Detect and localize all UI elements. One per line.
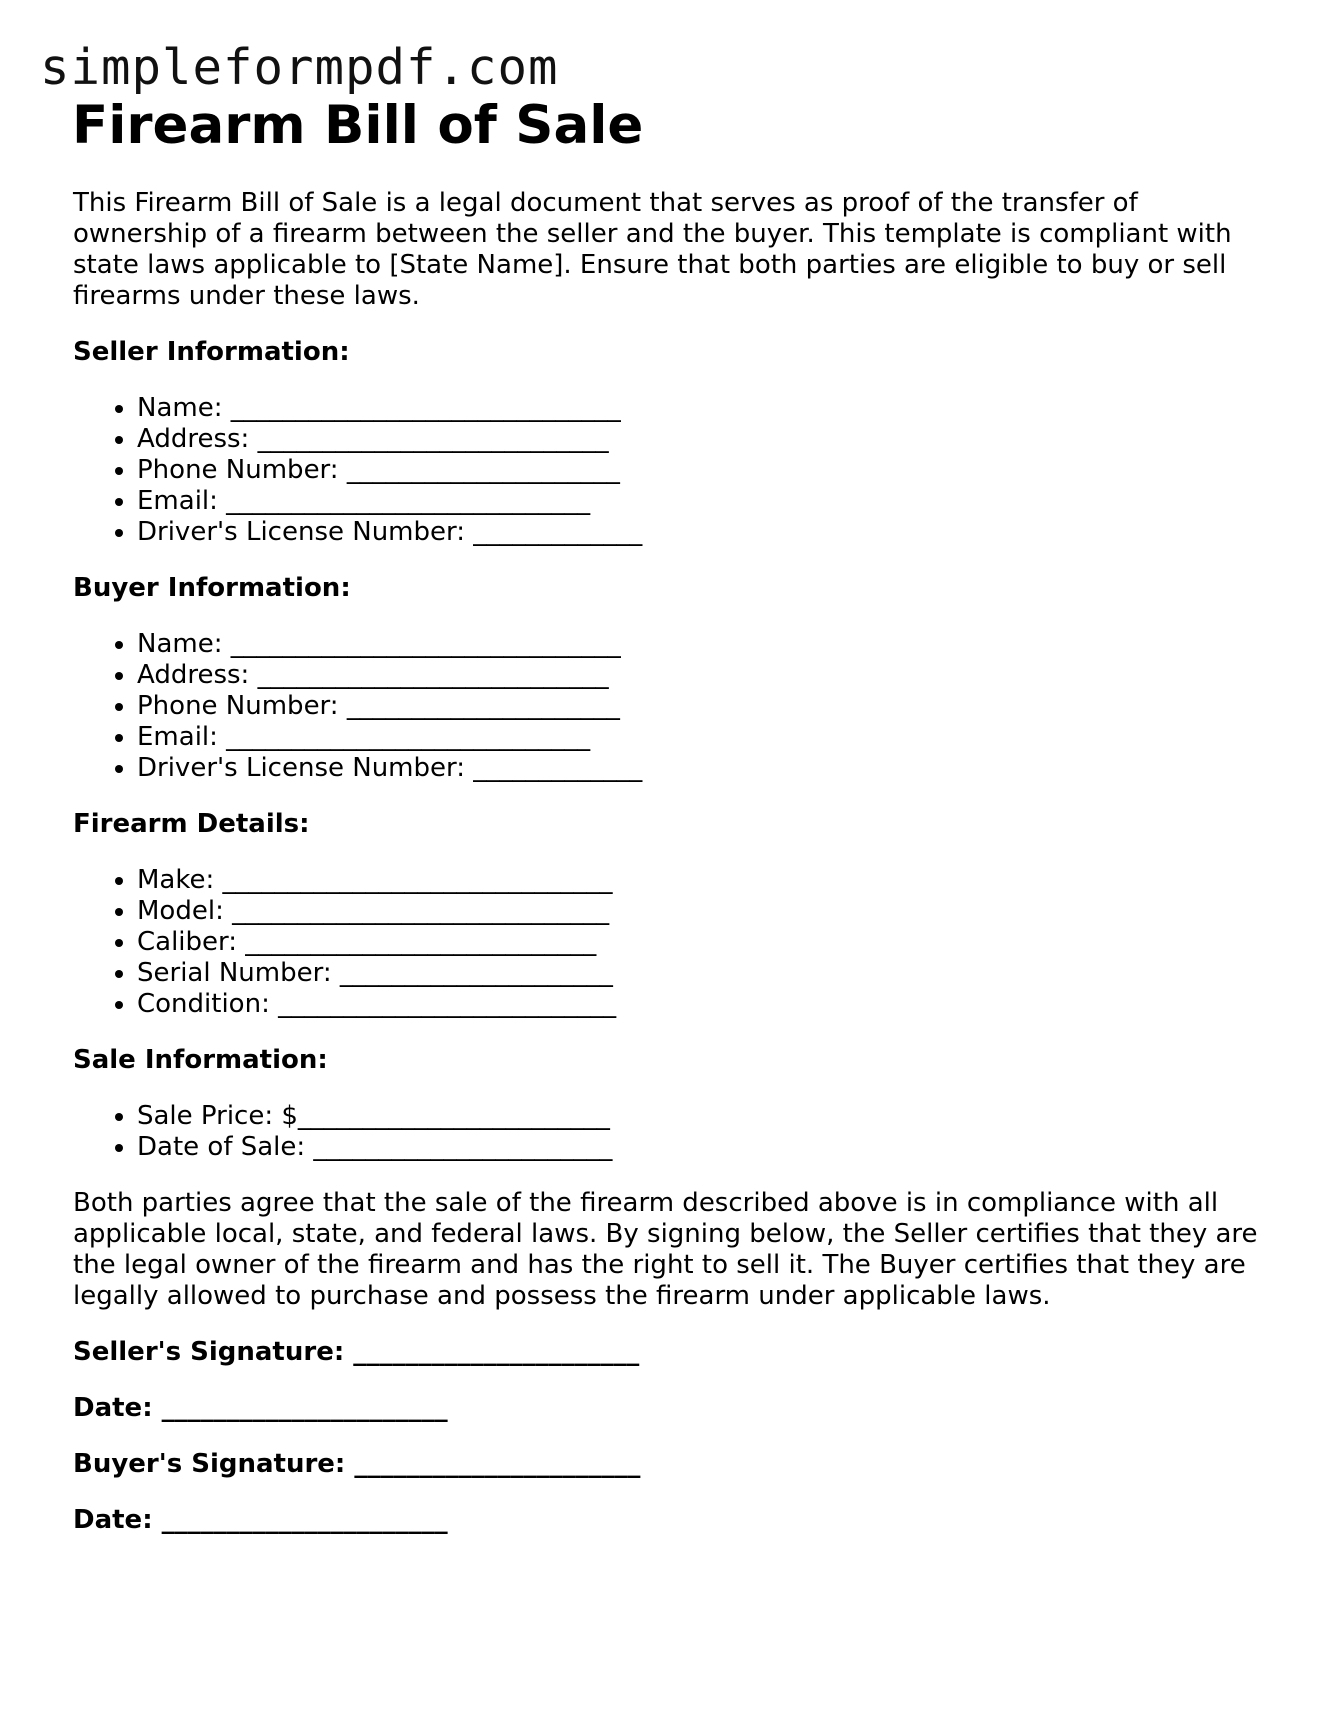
seller-field-list	[73, 393, 1268, 548]
buyer-name-field[interactable]: • Name: ______________________________	[137, 629, 1268, 660]
seller-phone-field[interactable]: • Phone Number: _____________________	[137, 455, 1268, 486]
sale-date-field[interactable]: • Date of Sale: _______________________	[137, 1132, 1268, 1163]
seller-section	[73, 337, 1268, 548]
seller-license-field[interactable]: • Driver's License Number: _____________	[137, 517, 1268, 548]
buyer-field-list	[73, 629, 1268, 784]
site-watermark: simpleformpdf.com	[40, 39, 559, 96]
seller-address-field[interactable]: • Address: ___________________________	[137, 424, 1268, 455]
firearm-field-list	[73, 865, 1268, 1020]
sale-section	[73, 1045, 1268, 1163]
firearm-heading: Firearm Details:	[73, 809, 310, 839]
seller-email-field[interactable]: • Email: ____________________________	[137, 486, 1268, 517]
document-body	[73, 188, 1268, 1536]
buyer-section	[73, 573, 1268, 784]
buyer-date-line[interactable]: Date: ______________________	[73, 1505, 448, 1535]
intro-paragraph: This Firearm Bill of Sale is a legal document that serves as proof of the transfer of ownership of a firearm between the seller and the buyer. This template is compliant with state laws applicable to [State Name]. Ensure that both parties are eligible to buy or sell firearms under these laws.	[73, 188, 1232, 311]
document-title: Firearm Bill of Sale	[72, 95, 644, 156]
firearm-serial-field[interactable]: • Serial Number: _____________________	[137, 958, 1268, 989]
firearm-caliber-field[interactable]: • Caliber: ___________________________	[137, 927, 1268, 958]
buyer-signature-line[interactable]: Buyer's Signature: ______________________	[73, 1449, 641, 1479]
buyer-heading: Buyer Information:	[73, 573, 351, 603]
firearm-make-field[interactable]: • Make: ______________________________	[137, 865, 1268, 896]
sale-price-field[interactable]: • Sale Price: $________________________	[137, 1101, 1268, 1132]
sale-field-list	[73, 1101, 1268, 1163]
closing-paragraph: Both parties agree that the sale of the firearm described above is in compliance with all applicable local, state, and federal laws. By signing below, the Seller certifies that they are the legal owner of the firearm and has the right to sell it. The Buyer certifies that they are legally allowed to purchase and possess the firearm under applicable laws.	[73, 1188, 1258, 1311]
firearm-section	[73, 809, 1268, 1020]
firearm-model-field[interactable]: • Model: _____________________________	[137, 896, 1268, 927]
seller-heading: Seller Information:	[73, 337, 350, 367]
buyer-license-field[interactable]: • Driver's License Number: _____________	[137, 753, 1268, 784]
firearm-condition-field[interactable]: • Condition: __________________________	[137, 989, 1268, 1020]
seller-signature-line[interactable]: Seller's Signature: ______________________	[73, 1337, 640, 1367]
buyer-phone-field[interactable]: • Phone Number: _____________________	[137, 691, 1268, 722]
seller-date-line[interactable]: Date: ______________________	[73, 1393, 448, 1423]
buyer-email-field[interactable]: • Email: ____________________________	[137, 722, 1268, 753]
sale-heading: Sale Information:	[73, 1045, 328, 1075]
buyer-address-field[interactable]: • Address: ___________________________	[137, 660, 1268, 691]
seller-name-field[interactable]: • Name: ______________________________	[137, 393, 1268, 424]
